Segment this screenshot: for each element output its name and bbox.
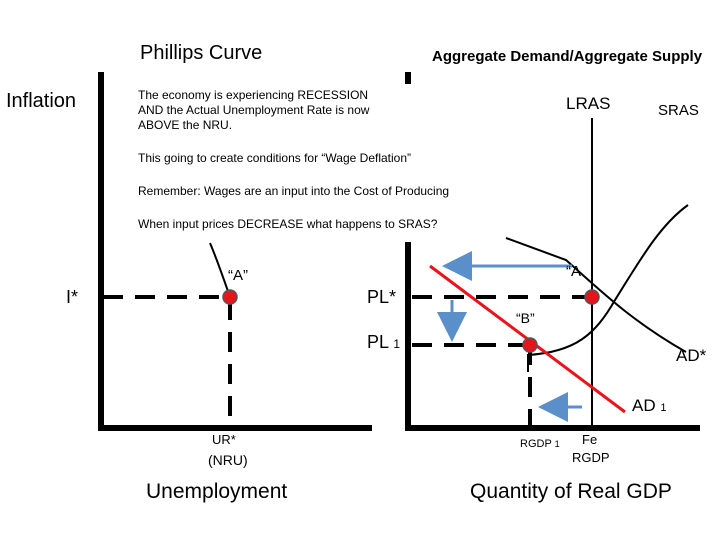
ad-1-label: AD 1 <box>632 396 667 415</box>
adas-point-b-label: “B” <box>516 310 535 326</box>
i-star-label: I* <box>66 287 79 307</box>
fe-label: Fe <box>582 432 598 447</box>
sras-curve <box>528 205 688 372</box>
adas-point-a-dot <box>585 290 599 304</box>
phillips-curve <box>210 243 230 297</box>
fe-rgdp-label: RGDP <box>572 450 610 465</box>
callout-line-2: AND the Actual Unemployment Rate is now <box>138 103 370 117</box>
inflation-axis-label: Inflation <box>6 90 77 112</box>
callout-line-5: Remember: Wages are an input into the Cost of Producing <box>138 184 450 198</box>
nru-label: (NRU) <box>208 452 248 468</box>
adas-title: Aggregate Demand/Aggregate Supply <box>432 48 703 65</box>
recession-callout <box>134 84 482 242</box>
pl-1-label: PL 1 <box>367 332 401 352</box>
callout-line-1: The economy is experiencing RECESSION <box>138 88 369 102</box>
phillips-title: Phillips Curve <box>140 42 263 64</box>
sras-label: SRAS <box>658 102 699 119</box>
adas-point-a-label: “A <box>566 263 581 280</box>
pl-star-label: PL* <box>367 287 397 307</box>
rgdp-1-label: RGDP 1 <box>520 438 560 450</box>
unemployment-axis-label: Unemployment <box>146 480 288 503</box>
real-gdp-axis-label: Quantity of Real GDP <box>470 480 672 503</box>
adas-point-b-dot <box>523 338 537 352</box>
phillips-point-a-label: “A” <box>228 267 248 284</box>
callout-line-3: ABOVE the NRU. <box>138 118 233 132</box>
phillips-point-a-dot <box>223 290 237 304</box>
callout-line-4: This going to create conditions for “Wage Deflation” <box>138 151 412 165</box>
ad-star-label: AD* <box>676 346 707 365</box>
callout-line-6: When input prices DECREASE what happens to SRAS? <box>138 217 438 231</box>
lras-label: LRAS <box>566 94 611 113</box>
ur-star-label: UR* <box>212 432 236 447</box>
